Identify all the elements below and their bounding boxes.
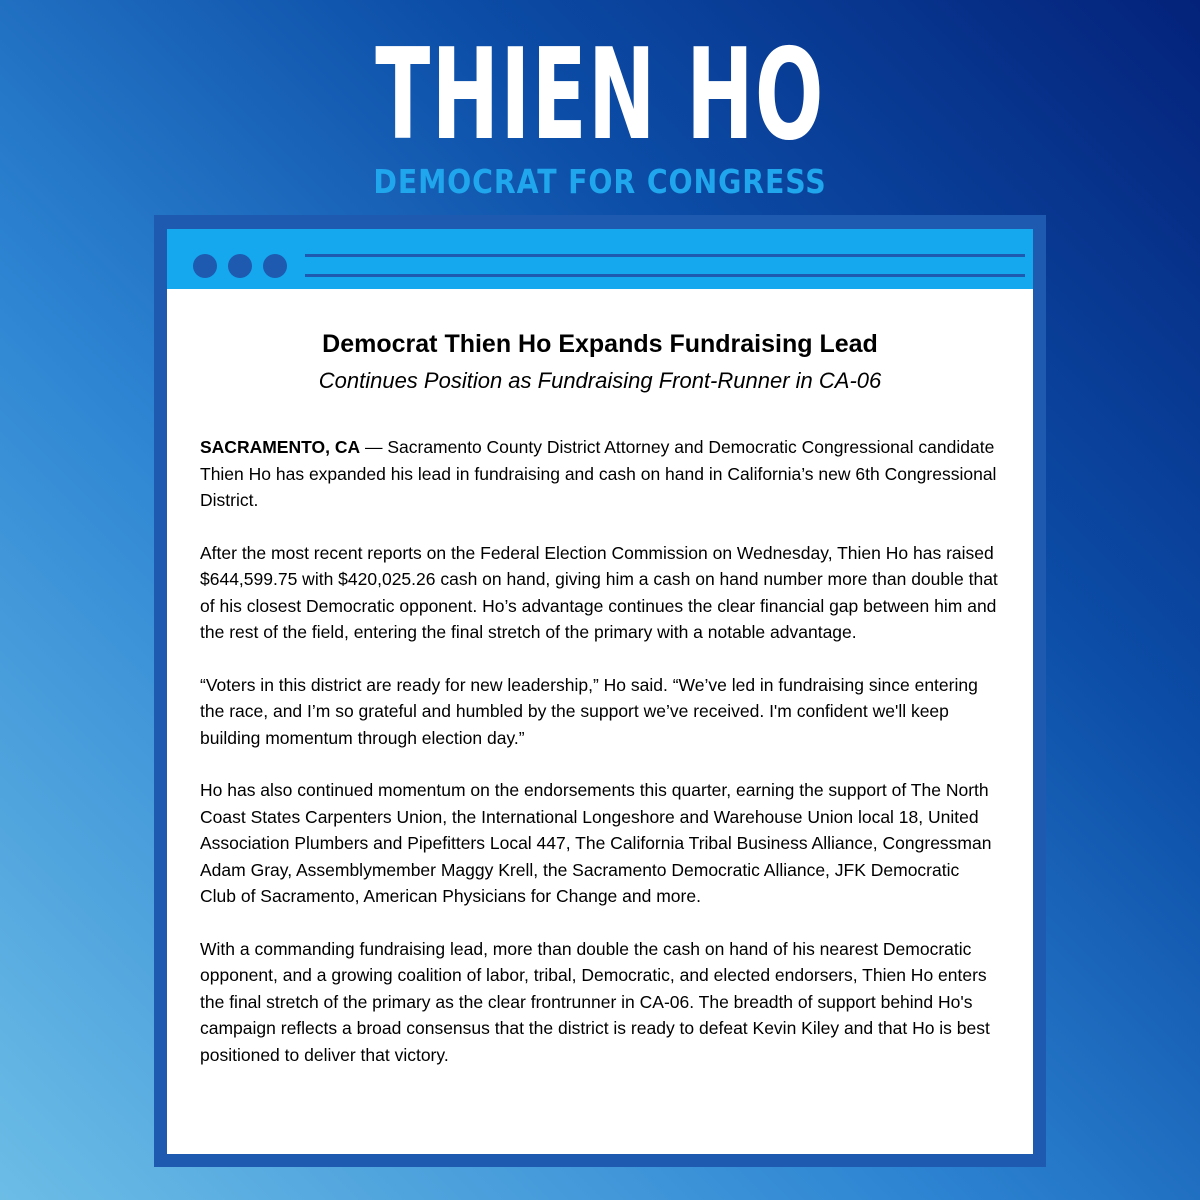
- window-dot-icon: [193, 254, 217, 278]
- dateline: SACRAMENTO, CA: [200, 437, 361, 457]
- candidate-tagline: DEMOCRAT FOR CONGRESS: [373, 162, 827, 201]
- body-paragraph-1: [200, 434, 1000, 514]
- browser-title-bar: [167, 229, 1033, 291]
- address-bar-line: [305, 254, 1025, 257]
- paragraph-1-text: — Sacramento County District Attorney and Democratic Congressional candidate Thien Ho has expanded his lead in fundraising and cash on hand in California’s new 6th Congressional District.: [200, 437, 997, 510]
- body-paragraph-2: After the most recent reports on the Federal Election Commission on Wednesday, Thien Ho has raised $644,599.75 with $420,025.26 cash on hand, giving him a cash on hand number more than double that of his closest Democratic opponent. Ho’s advantage continues the clear financial gap between him and the rest of the field, entering the final stretch of the primary with a notable advantage.: [200, 542, 998, 642]
- body-paragraph-4: Ho has also continued momentum on the endorsements this quarter, earning the support of The North Coast States Carpenters Union, the International Longeshore and Warehouse Union local 18, United Association Plumbers and Pipefitters Local 447, The California Tribal Business Alliance, Congressman Adam Gray, Assemblymember Maggy Krell, the Sacramento Democratic Alliance, JFK Democratic Club of Sacramento, American Physicians for Change and more.: [200, 780, 992, 906]
- window-dot-icon: [263, 254, 287, 278]
- window-dot-icon: [228, 254, 252, 278]
- candidate-name: THIEN HO: [375, 21, 825, 168]
- press-release-headline: Democrat Thien Ho Expands Fundraising Lead: [322, 330, 878, 358]
- address-bar-line: [305, 274, 1025, 277]
- press-release-subheadline: Continues Position as Fundraising Front-Runner in CA-06: [318, 368, 882, 393]
- browser-window-frame: [154, 215, 1046, 1167]
- press-release-panel: [167, 289, 1033, 1154]
- body-paragraph-5: With a commanding fundraising lead, more than double the cash on hand of his nearest Democratic opponent, and a growing coalition of labor, tribal, Democratic, and elected endorsers, Thien Ho enters the final stretch of the primary as the clear frontrunner in CA-06. The breadth of support behind Ho's campaign reflects a broad consensus that the district is ready to defeat Kevin Kiley and that Ho is best positioned to deliver that victory.: [200, 938, 990, 1065]
- body-paragraph-3: “Voters in this district are ready for new leadership,” Ho said. “We’ve led in fundraising since entering the race, and I’m so grateful and humbled by the support we’ve received. I'm confident we'll keep building momentum through election day.”: [200, 674, 978, 748]
